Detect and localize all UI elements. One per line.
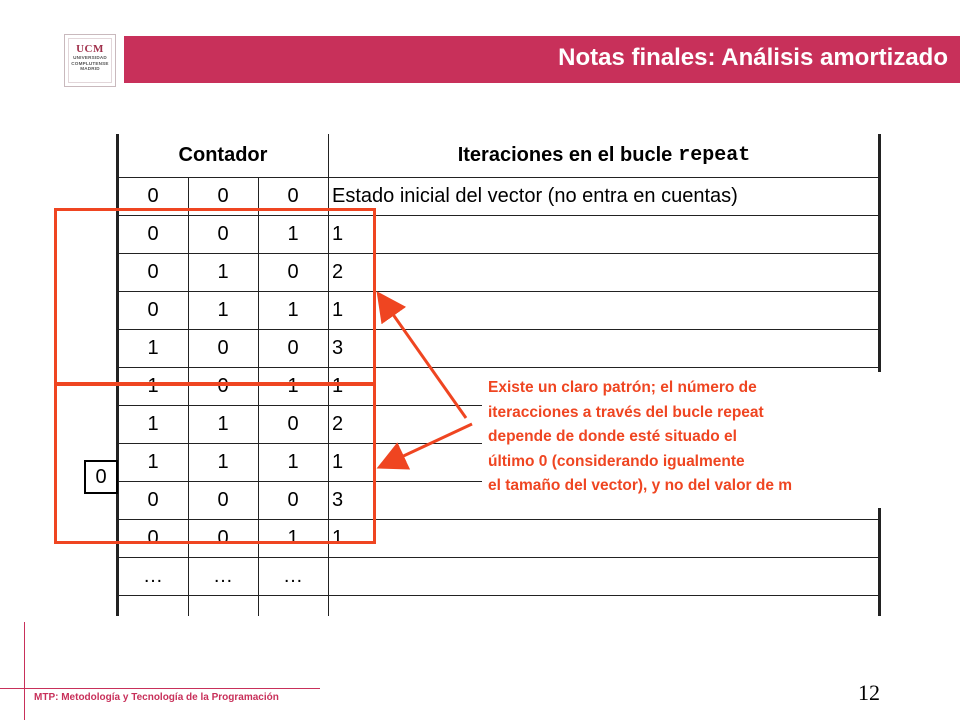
callout-line-3: depende de donde esté situado el [488,428,737,445]
cell-bit-1: 1 [147,413,159,435]
cell-iterations: 2 [332,413,344,435]
header-repeat-code: repeat [678,144,751,167]
cell-bit-3: 0 [287,489,299,511]
cell-bit-1: 0 [147,185,159,207]
cell-bit-2: 0 [217,185,229,207]
cell-bit-2: 1 [217,261,229,283]
logo-inner [68,38,112,83]
header-contador: Contador [178,144,268,166]
cell-bit-1: … [143,565,163,587]
cell-bit-2: 0 [217,489,229,511]
callout-line-5: el tamaño del vector), y no del valor de m [488,477,793,494]
cell-bit-1: 1 [147,375,159,397]
highlight-box-upper [54,208,376,386]
cell-bit-2: 0 [217,527,229,549]
cell-bit-3: 1 [287,451,299,473]
cell-bit-1: 1 [147,337,159,359]
logo-line-3: MADRID [80,66,100,71]
cell-iterations: 2 [332,261,344,283]
cell-bit-3: 1 [287,223,299,245]
title-underline [124,82,960,83]
slide-title: Notas finales: Análisis amortizado [558,44,948,71]
table-row [118,558,880,596]
header-iteraciones-label: Iteraciones en el bucle [457,144,673,166]
cell-iterations: 1 [332,375,344,397]
course-name: MTP: Metodología y Tecnología de la Programación [34,692,279,703]
cell-bit-3: 1 [287,299,299,321]
cell-bit-1: 0 [147,261,159,283]
cell-bit-2: 1 [217,451,229,473]
logo-abbrev: UCM [76,43,104,55]
cell-bit-2: 1 [217,413,229,435]
logo-line-2: COMPLUTENSE [71,60,109,66]
cell-bit-2: 0 [217,375,229,397]
cell-bit-1: 0 [147,223,159,245]
logo-line-1: UNIVERSIDAD [73,55,107,60]
cell-iterations: 1 [332,527,344,549]
cell-bit-1: 0 [147,527,159,549]
cell-bit-3: 1 [287,375,299,397]
ucm-logo [64,34,116,87]
callout-line-4: último 0 (considerando igualmente [488,452,745,470]
callout-line-2: iteracciones a través del bucle repeat [488,403,764,421]
cell-iterations: 1 [332,451,344,473]
cell-iterations: 3 [332,489,344,511]
callout-line-1: Existe un claro patrón; el número de [488,379,757,396]
page-number: 12 [858,680,880,705]
cell-bit-2: … [213,565,233,587]
cell-bit-3: 0 [287,185,299,207]
pattern-callout [482,372,882,508]
cell-bit-1: 0 [147,489,159,511]
cell-bit-3: 0 [287,413,299,435]
table-header-row [118,134,880,178]
cell-bit-3: … [283,565,303,587]
cell-iterations [332,558,880,595]
cell-bit-2: 1 [217,299,229,321]
footer-vertical-rule [24,622,25,720]
cell-iterations: 3 [332,337,344,359]
cell-bit-3: 0 [287,337,299,359]
cell-iterations: 1 [332,299,344,321]
title-bar [124,36,960,82]
cell-iterations: Estado inicial del vector (no entra en cuentas) [332,185,738,207]
cell-bit-2: 0 [217,337,229,359]
header-iteraciones [328,134,880,177]
cell-bit-2: 0 [217,223,229,245]
cell-bit-3: 1 [287,527,299,549]
cell-bit-3: 0 [287,261,299,283]
cell-iterations: 1 [332,223,344,245]
cell-bit-1: 1 [147,451,159,473]
footer-horizontal-rule [0,688,320,689]
cell-bit-1: 0 [147,299,159,321]
overflow-digit-box: 0 [84,460,118,494]
